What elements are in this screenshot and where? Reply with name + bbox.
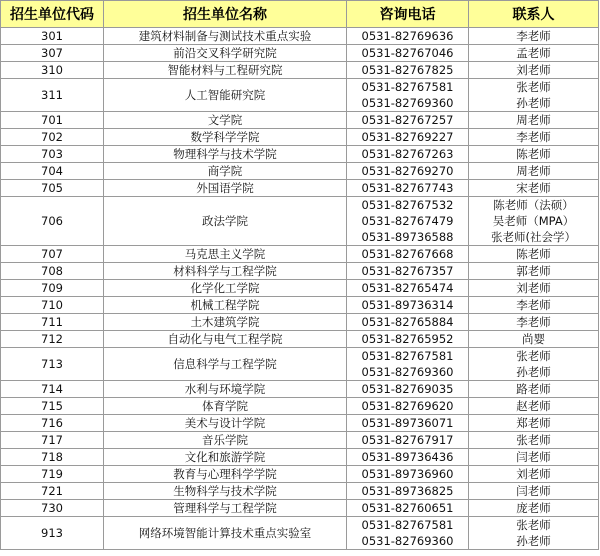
table-row	[1, 415, 599, 432]
table-row	[1, 280, 599, 297]
table-row	[1, 500, 599, 517]
phone-cell	[347, 398, 469, 415]
contact-person: 李老师	[516, 315, 551, 329]
phone-number: 0531-82765474	[361, 281, 454, 295]
table-row	[1, 129, 599, 146]
unit-code: 307	[1, 45, 104, 62]
header-name: 招生单位名称	[104, 1, 347, 28]
phone-number: 0531-82765952	[361, 332, 454, 346]
unit-name: 马克思主义学院	[104, 246, 347, 263]
contact-person: 闫老师	[516, 450, 551, 464]
header-phone: 咨询电话	[347, 1, 469, 28]
unit-code: 702	[1, 129, 104, 146]
phone-number: 0531-82769035	[361, 382, 454, 396]
unit-name: 文学院	[104, 112, 347, 129]
phone-cell	[347, 466, 469, 483]
contact-cell	[469, 129, 599, 146]
table-row	[1, 180, 599, 197]
phone-cell	[347, 112, 469, 129]
phone-number: 0531-82767668	[361, 247, 454, 261]
contact-person: 吴老师（MPA）	[492, 214, 575, 228]
phone-cell	[347, 381, 469, 398]
unit-code: 310	[1, 62, 104, 79]
contact-cell	[469, 28, 599, 45]
phone-cell	[347, 246, 469, 263]
contact-person: 陈老师（法硕）	[493, 198, 574, 212]
unit-code: 719	[1, 466, 104, 483]
table-row	[1, 197, 599, 246]
unit-name: 建筑材料制备与测试技术重点实验	[104, 28, 347, 45]
unit-name: 机械工程学院	[104, 297, 347, 314]
phone-number: 0531-82769636	[361, 29, 454, 43]
header-code: 招生单位代码	[1, 1, 104, 28]
contact-cell	[469, 112, 599, 129]
table-row	[1, 246, 599, 263]
unit-code: 710	[1, 297, 104, 314]
table-row	[1, 263, 599, 280]
phone-cell	[347, 314, 469, 331]
phone-number: 0531-89736960	[361, 467, 454, 481]
unit-code: 705	[1, 180, 104, 197]
contact-cell	[469, 297, 599, 314]
unit-code: 707	[1, 246, 104, 263]
unit-name: 政法学院	[104, 197, 347, 246]
table-row	[1, 517, 599, 550]
table-row	[1, 432, 599, 449]
contact-person: 孙老师	[516, 365, 551, 379]
unit-name: 土木建筑学院	[104, 314, 347, 331]
unit-code: 730	[1, 500, 104, 517]
phone-number: 0531-89736588	[361, 230, 454, 244]
table-row	[1, 449, 599, 466]
unit-code: 701	[1, 112, 104, 129]
phone-cell	[347, 415, 469, 432]
contact-person: 郑老师	[516, 416, 551, 430]
contact-cell	[469, 163, 599, 180]
phone-number: 0531-89736071	[361, 416, 454, 430]
phone-number: 0531-82767357	[361, 264, 454, 278]
phone-number: 0531-82769620	[361, 399, 454, 413]
unit-code: 709	[1, 280, 104, 297]
unit-code: 704	[1, 163, 104, 180]
unit-name: 美术与设计学院	[104, 415, 347, 432]
unit-name: 体育学院	[104, 398, 347, 415]
table-row	[1, 297, 599, 314]
unit-code: 703	[1, 146, 104, 163]
phone-number: 0531-82760651	[361, 501, 454, 515]
contact-person: 赵老师	[516, 399, 551, 413]
unit-name: 化学化工学院	[104, 280, 347, 297]
unit-name: 生物科学与技术学院	[104, 483, 347, 500]
unit-name: 网络环境智能计算技术重点实验室	[104, 517, 347, 550]
phone-number: 0531-82767917	[361, 433, 454, 447]
phone-number: 0531-82769360	[361, 96, 454, 110]
unit-name: 商学院	[104, 163, 347, 180]
table-header	[1, 1, 599, 28]
unit-code: 715	[1, 398, 104, 415]
phone-cell	[347, 79, 469, 112]
contact-person: 陈老师	[516, 247, 551, 261]
unit-code: 708	[1, 263, 104, 280]
unit-name: 音乐学院	[104, 432, 347, 449]
unit-code: 712	[1, 331, 104, 348]
table-row	[1, 45, 599, 62]
contact-person: 张老师	[516, 80, 551, 94]
phone-cell	[347, 348, 469, 381]
contact-person: 陈老师	[516, 147, 551, 161]
contact-person: 张老师	[516, 349, 551, 363]
phone-cell	[347, 129, 469, 146]
phone-cell	[347, 163, 469, 180]
table-row	[1, 314, 599, 331]
contact-person: 宋老师	[516, 181, 551, 195]
unit-code: 716	[1, 415, 104, 432]
contact-cell	[469, 381, 599, 398]
phone-cell	[347, 449, 469, 466]
contact-cell	[469, 280, 599, 297]
phone-cell	[347, 263, 469, 280]
unit-name: 前沿交叉科学研究院	[104, 45, 347, 62]
unit-name: 管理科学与工程学院	[104, 500, 347, 517]
contact-cell	[469, 45, 599, 62]
phone-cell	[347, 297, 469, 314]
unit-code: 718	[1, 449, 104, 466]
unit-name: 数学科学学院	[104, 129, 347, 146]
unit-name: 智能材料与工程研究院	[104, 62, 347, 79]
contact-person: 闫老师	[516, 484, 551, 498]
contact-person: 庞老师	[516, 501, 551, 515]
table-row	[1, 28, 599, 45]
contact-person: 孟老师	[516, 46, 551, 60]
phone-number: 0531-82769360	[361, 365, 454, 379]
contact-cell	[469, 263, 599, 280]
unit-code: 711	[1, 314, 104, 331]
phone-number: 0531-82767581	[361, 349, 454, 363]
table-row	[1, 483, 599, 500]
table-row	[1, 146, 599, 163]
table-row	[1, 163, 599, 180]
unit-code: 311	[1, 79, 104, 112]
table-body	[1, 28, 599, 550]
table-row	[1, 398, 599, 415]
contact-cell	[469, 314, 599, 331]
phone-number: 0531-89736436	[361, 450, 454, 464]
table-row	[1, 62, 599, 79]
phone-number: 0531-82767581	[361, 80, 454, 94]
contact-person: 张老师	[516, 433, 551, 447]
phone-number: 0531-82767743	[361, 181, 454, 195]
unit-code: 706	[1, 197, 104, 246]
header-contact: 联系人	[469, 1, 599, 28]
unit-code: 301	[1, 28, 104, 45]
table-row	[1, 79, 599, 112]
phone-number: 0531-82769227	[361, 130, 454, 144]
contact-person: 孙老师	[516, 96, 551, 110]
contact-cell	[469, 500, 599, 517]
phone-cell	[347, 500, 469, 517]
contact-person: 李老师	[516, 298, 551, 312]
table-row	[1, 466, 599, 483]
unit-name: 水利与环境学院	[104, 381, 347, 398]
phone-cell	[347, 45, 469, 62]
contact-person: 刘老师	[516, 467, 551, 481]
contact-cell	[469, 331, 599, 348]
contact-cell	[469, 415, 599, 432]
phone-cell	[347, 28, 469, 45]
unit-code: 714	[1, 381, 104, 398]
phone-number: 0531-82767046	[361, 46, 454, 60]
phone-cell	[347, 517, 469, 550]
contact-person: 周老师	[516, 164, 551, 178]
phone-cell	[347, 197, 469, 246]
unit-name: 信息科学与工程学院	[104, 348, 347, 381]
contact-person: 张老师	[516, 518, 551, 532]
unit-name: 人工智能研究院	[104, 79, 347, 112]
contact-cell	[469, 398, 599, 415]
contact-person: 张老师(社会学）	[491, 230, 576, 244]
contact-person: 刘老师	[516, 281, 551, 295]
table-row	[1, 348, 599, 381]
unit-name: 材料科学与工程学院	[104, 263, 347, 280]
unit-name: 外国语学院	[104, 180, 347, 197]
unit-name: 物理科学与技术学院	[104, 146, 347, 163]
unit-code: 721	[1, 483, 104, 500]
phone-number: 0531-89736314	[361, 298, 454, 312]
phone-cell	[347, 146, 469, 163]
contact-cell	[469, 432, 599, 449]
phone-number: 0531-82767825	[361, 63, 454, 77]
table-row	[1, 112, 599, 129]
contact-person: 李老师	[516, 29, 551, 43]
unit-code: 913	[1, 517, 104, 550]
phone-cell	[347, 432, 469, 449]
phone-number: 0531-89736825	[361, 484, 454, 498]
phone-cell	[347, 280, 469, 297]
header-row	[1, 1, 599, 28]
contact-cell	[469, 79, 599, 112]
unit-name: 自动化与电气工程学院	[104, 331, 347, 348]
contact-person: 尚婴	[522, 332, 545, 346]
contact-cell	[469, 483, 599, 500]
phone-number: 0531-82767581	[361, 518, 454, 532]
phone-cell	[347, 180, 469, 197]
contact-person: 郭老师	[516, 264, 551, 278]
contact-cell	[469, 449, 599, 466]
phone-number: 0531-82769270	[361, 164, 454, 178]
phone-cell	[347, 62, 469, 79]
contact-cell	[469, 197, 599, 246]
contact-cell	[469, 517, 599, 550]
phone-number: 0531-82769360	[361, 534, 454, 548]
phone-cell	[347, 331, 469, 348]
contact-person: 刘老师	[516, 63, 551, 77]
phone-cell	[347, 483, 469, 500]
contact-cell	[469, 180, 599, 197]
contact-cell	[469, 466, 599, 483]
unit-code: 713	[1, 348, 104, 381]
phone-number: 0531-82765884	[361, 315, 454, 329]
table-row	[1, 331, 599, 348]
contact-person: 孙老师	[516, 534, 551, 548]
contact-person: 路老师	[516, 382, 551, 396]
phone-number: 0531-82767532	[361, 198, 454, 212]
contact-cell	[469, 348, 599, 381]
unit-name: 文化和旅游学院	[104, 449, 347, 466]
phone-number: 0531-82767479	[361, 214, 454, 228]
phone-number: 0531-82767263	[361, 147, 454, 161]
contact-person: 周老师	[516, 113, 551, 127]
contact-person: 李老师	[516, 130, 551, 144]
table-row	[1, 381, 599, 398]
phone-number: 0531-82767257	[361, 113, 454, 127]
contact-cell	[469, 146, 599, 163]
contact-cell	[469, 62, 599, 79]
unit-name: 教育与心理科学学院	[104, 466, 347, 483]
contact-cell	[469, 246, 599, 263]
unit-code: 717	[1, 432, 104, 449]
